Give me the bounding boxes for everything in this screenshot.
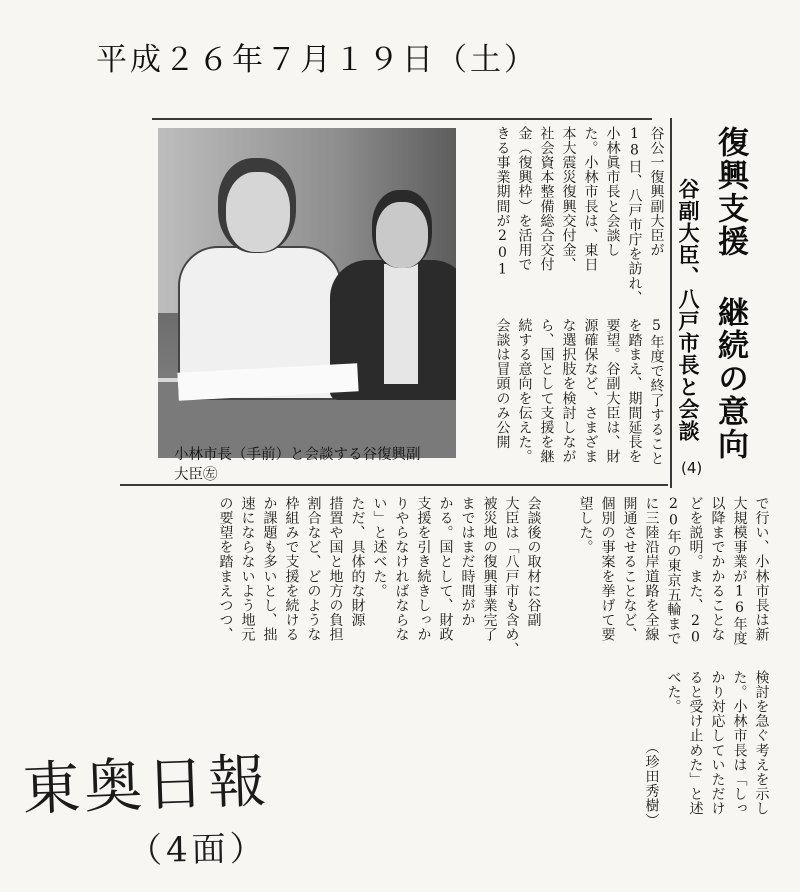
page-number-handwritten: （4面） bbox=[127, 828, 269, 872]
article-line: ら、国として支援を継 bbox=[538, 318, 555, 464]
article-line: た。小林市長は「しっ bbox=[731, 670, 748, 816]
article-line: 枠組みで支援を続ける bbox=[283, 496, 300, 642]
article-line: 割合など、どのような bbox=[305, 496, 322, 642]
article-line: 会談後の取材に谷副 bbox=[525, 496, 542, 628]
article-line: な選択肢を検討しなが bbox=[560, 318, 577, 464]
article-line: 開通させることなど、 bbox=[621, 496, 638, 642]
article-line: りやらなければならな bbox=[393, 496, 410, 642]
article-line: い」と述べた。 bbox=[371, 496, 388, 599]
article-line: 支援を引き続きしっか bbox=[415, 496, 432, 642]
article-line: べた。 bbox=[665, 670, 682, 714]
article-line: 谷公一復興副大臣が bbox=[648, 126, 665, 258]
article-line: きる事業期間が201 bbox=[494, 126, 511, 278]
article-line: 18日、八戸市庁を訪れ、 bbox=[626, 126, 643, 306]
series-mark: (4) bbox=[681, 459, 703, 477]
article-line: 会談は冒頭のみ公開 bbox=[494, 318, 511, 450]
article-line: 社会資本整備総合交付 bbox=[538, 126, 555, 272]
headline: 復興支援 継続の意向 bbox=[712, 126, 748, 461]
date-header: 平成２６年７月１９日（土） bbox=[96, 42, 538, 78]
article-line: 望した。 bbox=[577, 496, 594, 555]
article-line: 5年度で終了すること bbox=[648, 318, 665, 466]
article-line: 検討を急ぐ考えを示し bbox=[753, 670, 770, 816]
news-photo bbox=[158, 128, 456, 458]
article-line: を踏まえ、期間延長を bbox=[626, 318, 643, 464]
byline: （珍田秀樹） bbox=[643, 740, 660, 828]
article-line: 大臣は「八戸市も含め、 bbox=[503, 496, 520, 657]
article-line: か課題も多いとし、拙 bbox=[261, 496, 278, 642]
newspaper-name-handwritten: 東奥日報 bbox=[21, 746, 272, 824]
subheadline: 谷副大臣、八戸市長と会談 bbox=[676, 178, 700, 442]
article-line: どを説明。また、20 bbox=[687, 496, 704, 646]
article-line: 要望。谷副大臣は、財 bbox=[604, 318, 621, 464]
article-line: 続する意向を伝えた。 bbox=[516, 318, 533, 464]
article-line: 個別の事案を挙げて要 bbox=[599, 496, 616, 642]
article-line: 以降までかかることな bbox=[709, 496, 726, 642]
article-line: 金（復興枠）を活用で bbox=[516, 126, 533, 272]
article-line: 20年の東京五輪まで bbox=[665, 496, 682, 646]
article-line: の要望を踏まえつつ、 bbox=[217, 496, 234, 642]
article-line: た。小林市長は、東日 bbox=[582, 126, 599, 272]
article-line: まではまだ時間がか bbox=[459, 496, 476, 628]
article-line: かる。国として、財政 bbox=[437, 496, 454, 642]
article-line: 被災地の復興事業完了 bbox=[481, 496, 498, 642]
article-line: 源確保など、さまざま bbox=[582, 318, 599, 464]
article-line: に三陸沿岸道路を全線 bbox=[643, 496, 660, 642]
article-line: 速にならないよう地元 bbox=[239, 496, 256, 642]
article-line: ただ、具体的な財源 bbox=[349, 496, 366, 628]
article-line: かり対応していただけ bbox=[709, 670, 726, 816]
top-rule bbox=[152, 118, 652, 120]
article-line: 本大震災復興交付金、 bbox=[560, 126, 577, 272]
article-line: で行い、小林市長は新 bbox=[753, 496, 770, 642]
article-line: 大規模事業が16年度 bbox=[731, 496, 748, 646]
photo-caption: 小林市長（手前）と会談する谷復興副大臣㊧ bbox=[174, 447, 421, 483]
article-line: 小林眞市長と会談し bbox=[604, 126, 621, 258]
right-rule bbox=[670, 118, 672, 488]
article-line: ると受け止めた」と述 bbox=[687, 670, 704, 816]
article-line: 措置や国と地方の負担 bbox=[327, 496, 344, 642]
